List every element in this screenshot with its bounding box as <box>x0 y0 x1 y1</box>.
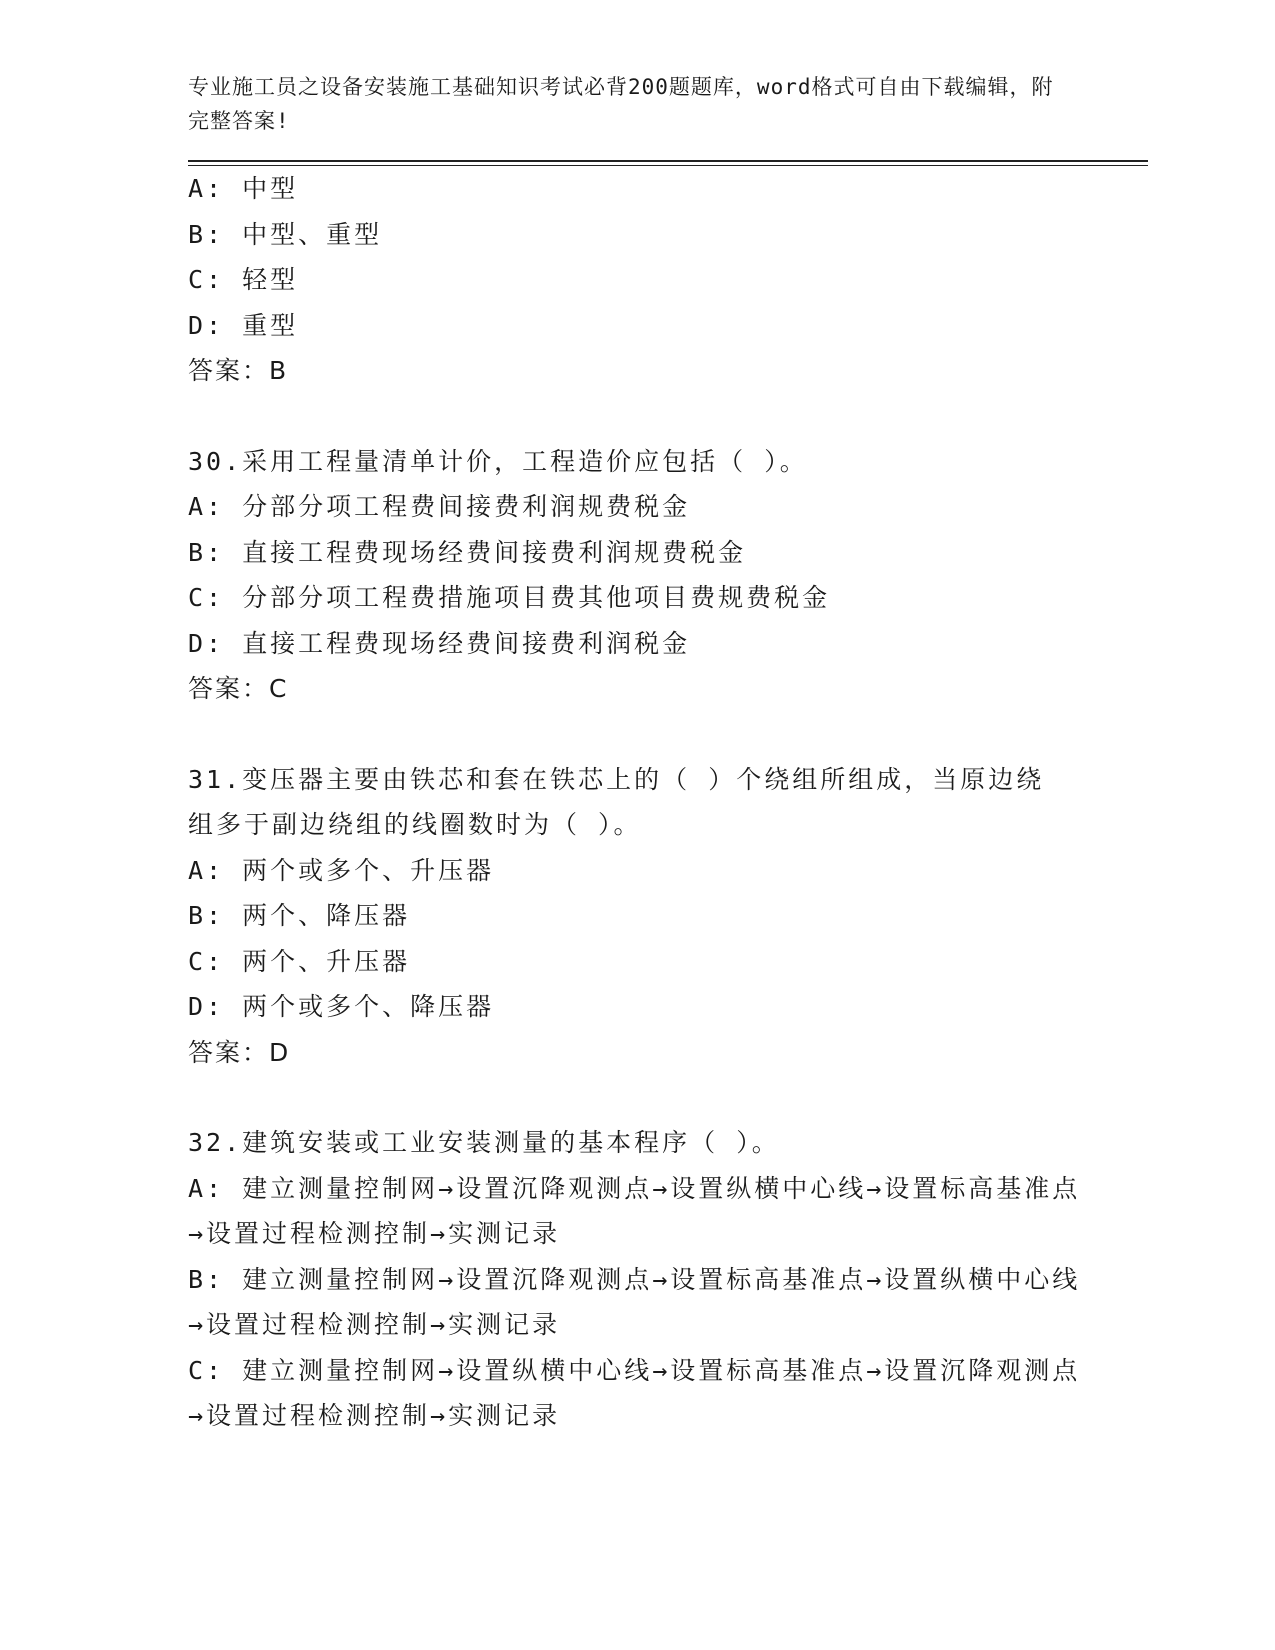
option-c: C: 建立测量控制网→设置纵横中心线→设置标高基准点→设置沉降观测点→设置过程检测控制→实测记录 <box>188 1355 1081 1430</box>
option-b: B: 建立测量控制网→设置沉降观测点→设置标高基准点→设置纵横中心线→设置过程检测控制→实测记录 <box>188 1264 1081 1339</box>
option-c: C: 分部分项工程费措施项目费其他项目费规费税金 <box>188 583 831 612</box>
option-d: D: 直接工程费现场经费间接费利润税金 <box>188 628 691 658</box>
document-page <box>188 70 1148 1439</box>
question-32-block <box>188 1120 1148 1439</box>
answer-line: 答案：D <box>188 1037 291 1067</box>
option-b: B: 中型、重型 <box>188 219 383 249</box>
option-c: C: 轻型 <box>188 265 299 294</box>
question-31-block <box>188 757 1148 1076</box>
question-29-block <box>188 166 1148 394</box>
question-30-block <box>188 439 1148 712</box>
question-text: 30.采用工程量清单计价，工程造价应包括（ ）。 <box>188 446 808 476</box>
option-a: A: 分部分项工程费间接费利润规费税金 <box>188 492 691 521</box>
option-d: D: 重型 <box>188 310 299 340</box>
answer-line: 答案：B <box>188 356 289 385</box>
option-a: A: 中型 <box>188 174 299 203</box>
option-c: C: 两个、升压器 <box>188 946 411 976</box>
option-b: B: 直接工程费现场经费间接费利润规费税金 <box>188 537 747 567</box>
question-text: 32.建筑安装或工业安装测量的基本程序（ ）。 <box>188 1128 780 1157</box>
option-d: D: 两个或多个、降压器 <box>188 992 495 1021</box>
option-b: B: 两个、降压器 <box>188 901 411 930</box>
document-header: 专业施工员之设备安装施工基础知识考试必背200题题库，word格式可自由下载编辑，附完整答案! <box>188 75 1054 133</box>
option-a: A: 两个或多个、升压器 <box>188 855 495 885</box>
answer-line: 答案：C <box>188 674 289 703</box>
option-a: A: 建立测量控制网→设置沉降观测点→设置纵横中心线→设置标高基准点→设置过程检测控制→实测记录 <box>188 1173 1081 1248</box>
question-text: 31.变压器主要由铁芯和套在铁芯上的（ ）个绕组所组成，当原边绕组多于副边绕组的线圈数时为（ ）。 <box>188 764 1045 839</box>
